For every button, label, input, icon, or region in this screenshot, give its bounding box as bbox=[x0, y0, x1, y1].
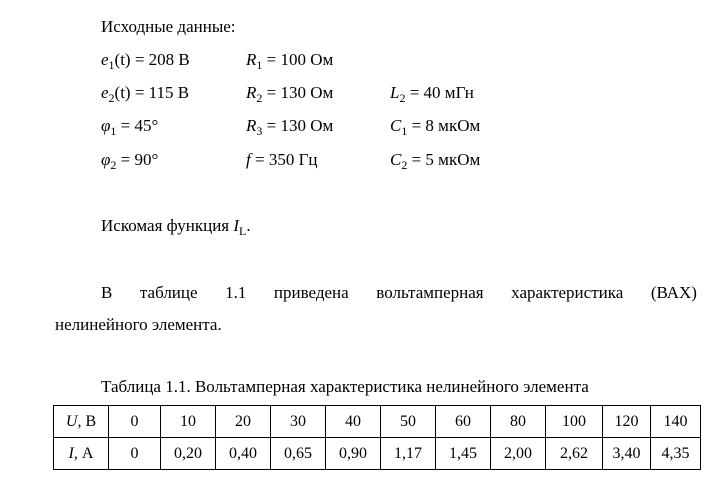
table-cell: 20 bbox=[216, 406, 271, 438]
param-f: f = 350 Гц bbox=[246, 150, 318, 169]
word: таблице bbox=[139, 283, 198, 302]
word: В bbox=[101, 283, 113, 302]
table-cell: 120 bbox=[603, 406, 651, 438]
table-cell: 2,00 bbox=[491, 438, 546, 470]
param-e1: $e_1(t) = 208$ В bbox=[101, 50, 190, 72]
table-cell: 0,90 bbox=[326, 438, 381, 470]
table-cell: 4,35 bbox=[651, 438, 701, 470]
table-cell: 0,20 bbox=[161, 438, 216, 470]
table-cell: 80 bbox=[491, 406, 546, 438]
param-phi1: $\varphi_1 = 45^\circ$ bbox=[101, 116, 159, 138]
table-cell: 3,40 bbox=[603, 438, 651, 470]
param-e2: $e_2(t) = 115$ В bbox=[101, 83, 190, 105]
section-heading: Исходные данные: bbox=[101, 17, 236, 36]
vax-table bbox=[53, 405, 701, 470]
param-l2: $L_2 = 40$ мГн bbox=[390, 83, 474, 105]
table-row bbox=[54, 438, 701, 470]
word: (ВАХ) bbox=[650, 283, 697, 302]
table-cell: 140 bbox=[651, 406, 701, 438]
table-caption: Таблица 1.1. Вольтамперная характеристика нелинейного элемента bbox=[101, 377, 589, 396]
table-cell: 100 bbox=[546, 406, 603, 438]
table-cell: 0,65 bbox=[271, 438, 326, 470]
word: вольтамперная bbox=[376, 283, 484, 302]
paragraph-line-1 bbox=[55, 283, 697, 315]
table-cell: 2,62 bbox=[546, 438, 603, 470]
table-cell: 60 bbox=[436, 406, 491, 438]
paragraph bbox=[55, 283, 697, 335]
row-header: I, А bbox=[54, 438, 109, 470]
table-cell: 40 bbox=[326, 406, 381, 438]
word: характеристика bbox=[511, 283, 624, 302]
table-cell: 1,17 bbox=[381, 438, 436, 470]
table-cell: 1,45 bbox=[436, 438, 491, 470]
param-phi2: $\varphi_2 = 90^\circ$ bbox=[101, 150, 159, 172]
table-cell: 30 bbox=[271, 406, 326, 438]
param-r1: $R_1 = 100$ Ом bbox=[246, 50, 334, 72]
paragraph-line-2: нелинейного элемента. bbox=[55, 315, 222, 334]
table-cell: 0,40 bbox=[216, 438, 271, 470]
sought-function: Искомая функция $I_L$. bbox=[101, 216, 251, 238]
word: 1.1 bbox=[225, 283, 247, 302]
table-cell: 0 bbox=[109, 438, 161, 470]
param-c2: $C_2 = 5$ мкОм bbox=[390, 150, 481, 172]
param-r2: $R_2 = 130$ Ом bbox=[246, 83, 334, 105]
param-c1: $C_1 = 8$ мкОм bbox=[390, 116, 481, 138]
row-header: U, В bbox=[54, 406, 109, 438]
table-cell: 50 bbox=[381, 406, 436, 438]
param-r3: $R_3 = 130$ Ом bbox=[246, 116, 334, 138]
table-row bbox=[54, 406, 701, 438]
word: приведена bbox=[273, 283, 349, 302]
table-cell: 0 bbox=[109, 406, 161, 438]
table-cell: 10 bbox=[161, 406, 216, 438]
